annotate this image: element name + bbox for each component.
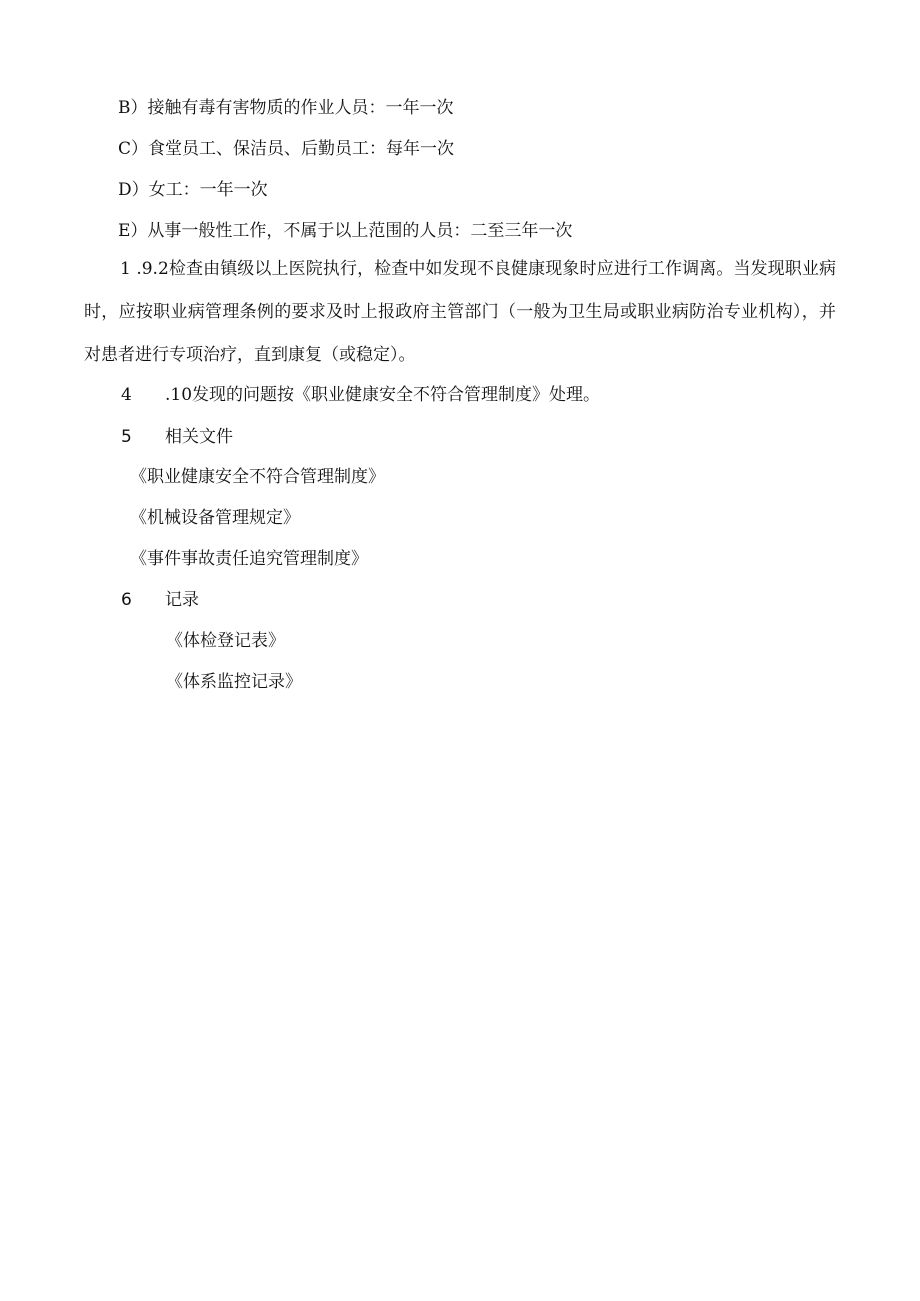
section-number: 5: [121, 427, 132, 447]
section-number: 6: [121, 590, 132, 610]
record-item: 《体检登记表》: [166, 631, 285, 651]
record-item: 《体系监控记录》: [166, 672, 302, 692]
checkup-item-e: E）从事一般性工作，不属于以上范围的人员：二至三年一次: [118, 221, 573, 241]
related-doc-item: 《事件事故责任追究管理制度》: [130, 549, 368, 569]
checkup-item-b: B）接触有毒有害物质的作业人员：一年一次: [118, 98, 454, 118]
section-5-heading: [121, 425, 233, 449]
clause-number: 4: [121, 385, 132, 405]
clause-text: .10发现的问题按《职业健康安全不符合管理制度》处理。: [165, 385, 601, 405]
section-6-heading: [121, 588, 199, 612]
clause-4-10: [121, 383, 600, 407]
section-title: 记录: [165, 590, 199, 610]
related-doc-item: 《职业健康安全不符合管理制度》: [130, 467, 385, 487]
section-title: 相关文件: [165, 427, 233, 447]
checkup-item-c: C）食堂员工、保洁员、后勤员工：每年一次: [118, 139, 455, 159]
clause-9-2-paragraph: 1 .9.2检查由镇级以上医院执行，检查中如发现不良健康现象时应进行工作调离。当发现职业病时，应按职业病管理条例的要求及时上报政府主管部门（一般为卫生局或职业病防治专业机构），并对患者进行专项治疗，直到康复（或稳定）。: [84, 259, 836, 365]
checkup-item-d: D）女工：一年一次: [118, 180, 268, 200]
related-doc-item: 《机械设备管理规定》: [130, 508, 300, 528]
